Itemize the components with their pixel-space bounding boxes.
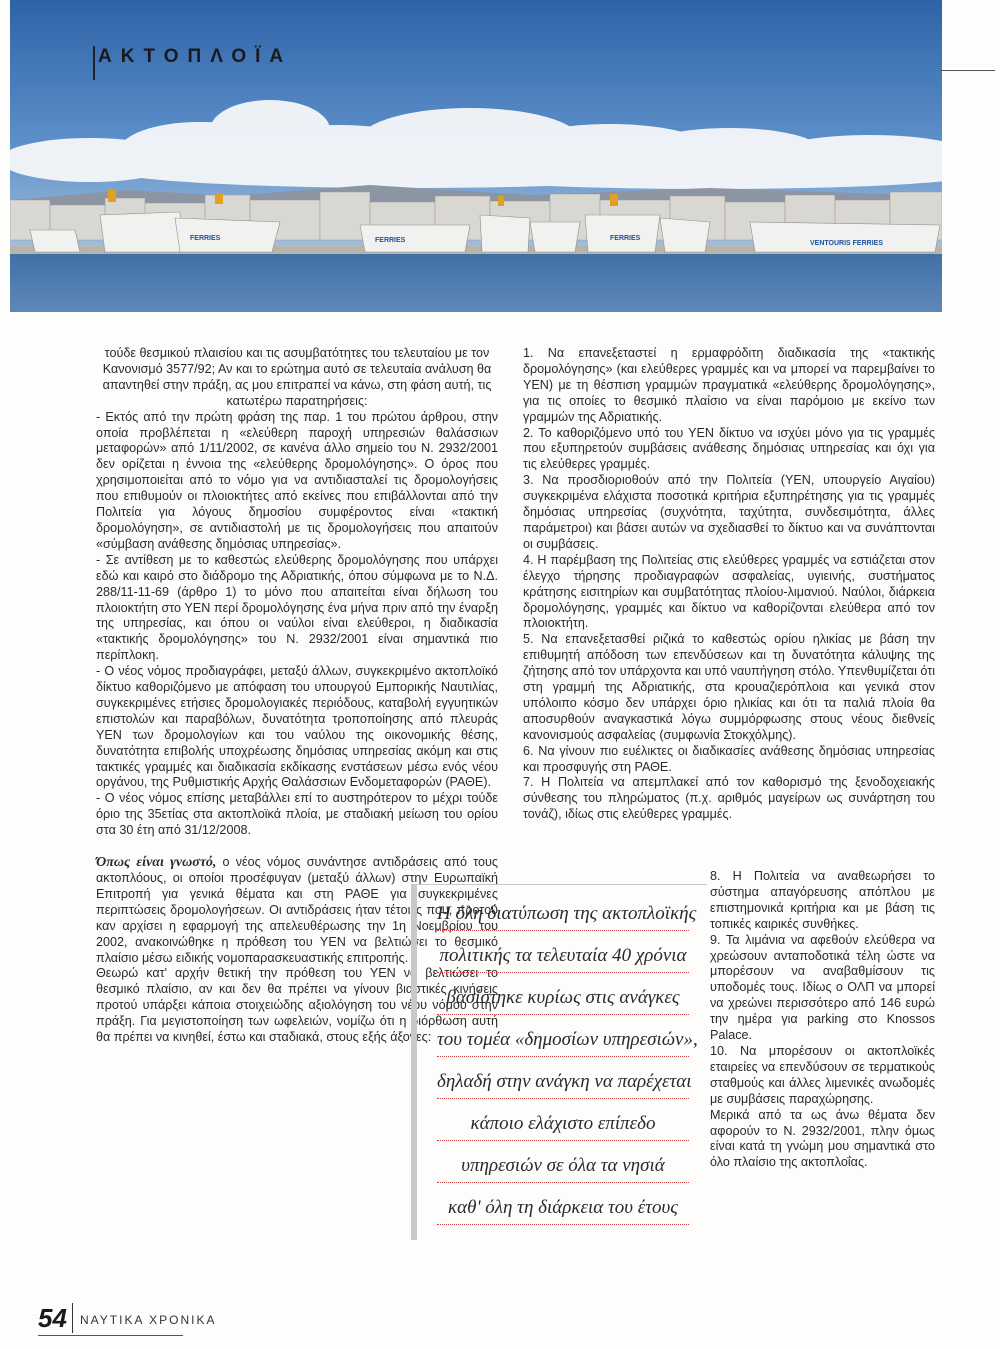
list-item: 6. Να γίνουν πιο ευέλικτες οι διαδικασίες ανάθεσης δημόσιας υπηρεσίας και προσφυγής στη ΡΑΘΕ. [523, 743, 935, 774]
list-item: 8. Η Πολιτεία να αναθεωρήσει το σύστημα απαγόρευσης απόπλου με επιστημονικά κριτήρια και με βάση τις τοπικές καιρικές συνθήκες. [710, 869, 935, 931]
paragraph: - Ο νέος νόμος προδιαγράφει, μεταξύ άλλων, συγκεκριμένο ακτοπλοϊκό δίκτυο καθοριζόμενο με απόφαση του υπουργού Εμπορικής Ναυτιλίας, συγκεκριμένες ετήσιες δρομολογιακές περιόδους, καταβολή εγγυητικών επιστολών και παραβόλων, δυνατότητα τροποποίησης από πλευράς ΥΕΝ των δρομολογίων και του ναύλου της οικονομικής θέσης, δυνατότητα επιβολής υποχρέωσης δημόσιας υπηρεσίας ακόμη και στις τακτικές γραμμές και διαδικασία εκδίκασης ενστάσεων μέσω ενός νέου οργάνου, της Ρυθμιστικής Αρχής Θαλάσσιων Ενδομεταφορών (ΡΑΘΕ). [96, 664, 498, 790]
paragraph: τούδε θεσμικού πλαισίου και τις ασυμβατότητες του τελευταίου με τον Κανονισμό 3577/92; Αν και το ερώτημα αυτό σε τελευταία ανάλυση θα απαντηθεί στην πράξη, ας μου επιτραπεί να κάνω, στη φάση αυτή, τις κατωτέρω παρατηρήσεις: [102, 346, 492, 408]
ship-label-1: FERRIES [190, 235, 221, 242]
quote-line: καθ' όλη τη διάρκεια του έτους [437, 1197, 689, 1225]
list-item: 4. Η παρέμβαση της Πολιτείας στις ελεύθερες γραμμές να εστιάζεται στον έλεγχο τήρησης προδιαγραφών ασφαλείας, υγιεινής, συστήματος κράτησης εισιτηρίων και συμβατότητας πλοίου-λιμανιού. Ναύλοι, διάρκεια δρομολόγησης, γραμμές και δίκτυο να καθορίζονται ελεύθερα από τον πλοιοκτήτη. [523, 552, 935, 631]
pull-quote [411, 884, 707, 1240]
section-rule [940, 70, 995, 71]
ship-label-4: VENTOURIS FERRIES [810, 240, 883, 247]
quote-line: βασίστηκε κυρίως στις ανάγκες [437, 987, 689, 1015]
column-2 [523, 346, 935, 823]
list-item: 9. Τα λιμάνια να αφεθούν ελεύθερα να χρεώσουν ανταποδοτικά τέλη ώστε να μπορέσουν να αναβαθμίσουν τις υποδομές τους. Ιδίως ο ΟΛΠ να μπορεί να χρεώνει περισσότερο από 146 ευρώ την ημέρα για parking στο Knossos Palace. [710, 932, 935, 1043]
quote-line: κάποιο ελάχιστο επίπεδο [437, 1113, 689, 1141]
column-3 [710, 869, 935, 1171]
paragraph: Μερικά από τα ως άνω θέματα δεν αφορούν το Ν. 2932/2001, πλην όμως είναι κατά τη γνώμη μου σημαντικά στο όλο πλαίσιο της ακτοπλοΐας. [710, 1107, 935, 1170]
list-item: 7. Η Πολιτεία να απεμπλακεί από τον καθορισμό της ξενοδοχειακής σύνθεσης του πληρώματος (π.χ. αριθμός μαγείρων ως συνάρτηση του τονάζ), ιδίως στις ελεύθερες γραμμές. [523, 775, 935, 822]
paragraph: Θεωρώ κατ' αρχήν θετική την πρόθεση του ΥΕΝ να βελτιώσει το θεσμικό πλαίσιο, αν και δεν θα πρέπει να γίνουν βιαστικές κινήσεις προτού υπάρξει κάποια στοιχειώδης αξιολόγηση του νέου νόμου στην πράξη. Για μεγιστοποίηση των ωφελειών, νομίζω ότι η διόρθωση αυτή θα πρέπει να κινηθεί, έστω και σταδιακά, στους εξής άξονες: [96, 966, 498, 1045]
page-number: 54 [38, 1303, 67, 1333]
ship-label-3: FERRIES [610, 235, 641, 242]
paragraph: - Εκτός από την πρώτη φράση της παρ. 1 του πρώτου άρθρου, στην οποία προβλέπεται η «ελεύθερη παροχή υπηρεσιών θαλάσσιων μεταφορών» από 1/11/2002, σε κανένα άλλο σημείο του Ν. 2932/2001 δεν ορίζεται η έννοια της «ελεύθερης δρομολόγησης». Ο όρος που χρησιμοποιείται από το νόμο για να αντιδιασταλεί τις δρομολογήσεις που επιθυμούν οι πλοιοκτήτες από εκείνες που επιβάλλονται από την Πολιτεία για λόγους δημοσίου συμφέροντος είναι «τακτική δρομολόγηση», σε αντιδιαστολή με τις δρομολογήσεις που απαιτούν «σύμβαση ανάθεσης δημόσιας υπηρεσίας». [96, 409, 498, 551]
footer-rule [38, 1335, 183, 1336]
paragraph-text: ο νέος νόμος συνάντησε αντιδράσεις από τους ακτοπλόους, οι οποίοι προσέφυγαν (μεταξύ άλλων) στην Ευρωπαϊκή Επιτροπή για γενικά θέματα και στη ΡΑΘΕ για συγκεκριμένες περιπτώσεις δρομολογήσεων. Οι αντιδράσεις ήταν τέτοιες που, προτού καν αρχίσει η εφαρμογή της απελευθέρωσης την 1η Νοεμβρίου του 2002, ανακοινώθηκε η πρόθεση του ΥΕΝ να βελτιώσει το θεσμικό πλαίσιο μέσω ειδικής νομοπαρασκευαστικής επιτροπής. [96, 855, 499, 965]
list-item: 5. Να επανεξετασθεί ριζικά το καθεστώς ορίου ηλικίας με βάση την επιθυμητή απόδοση των επενδύσεων και τη δυνατότητα κάλυψης της ζήτησης από τον υπάρχοντα και υπό ναυπήγηση στόλο. Υπενθυμίζεται ότι στη γραμμή της Αδριατικής, στα κρουαζιερόπλοια και γενικά στον υπόλοιπο κόσμο δεν υπάρχει όριο ηλικίας και ότι τα παλιά πλοία θα αποσυρθούν αναγκαστικά λόγω συμμόρφωσης στους νέους διεθνείς κανονισμούς ασφαλείας (συμφωνία Στοκχόλμης). [523, 632, 935, 742]
publication-name: ΝΑΥΤΙΚΑ ΧΡΟΝΙΚΑ [80, 1313, 217, 1327]
quote-line: Η όλη διατύπωση της ακτοπλοϊκής [437, 903, 689, 931]
quote-line: του τομέα «δημοσίων υπηρεσιών», [437, 1029, 689, 1057]
list-item: 2. Το καθοριζόμενο υπό του ΥΕΝ δίκτυο να ισχύει μόνο για τις γραμμές που εξυπηρετούν συμβάσεις ανάθεσης δημόσιας υπηρεσίας και όχι για τις ελεύθερες γραμμές. [523, 425, 935, 472]
paragraph: - Ο νέος νόμος επίσης μεταβάλλει επί το αυστηρότερον το μέχρι τούδε όριο της 35ετίας στα ακτοπλοϊκά πλοία, με σταδιακή μείωση του ορίου στα 30 έτη από 31/12/2008. [96, 791, 498, 838]
list-item: 10. Να μπορέσουν οι ακτοπλοϊκές εταιρείες να επενδύσουν σε τερματικούς σταθμούς και άλλες λιμενικές ανωδομές με συμβάσεις παραχώρησης. [710, 1043, 935, 1106]
lead-phrase: Όπως είναι γνωστό, [96, 855, 217, 871]
section-bar [93, 46, 95, 80]
quote-line: πολιτικής τα τελευταία 40 χρόνια [437, 945, 689, 973]
quote-line: υπηρεσιών σε όλα τα νησιά [437, 1155, 689, 1183]
section-title: ΑΚΤΟΠΛΟΪΑ [98, 46, 293, 67]
ship-label-2: FERRIES [375, 237, 406, 244]
list-item: 1. Να επανεξεταστεί η ερμαφρόδιτη διαδικασία της «τακτικής δρομολόγησης» (και ελεύθερες γραμμές και να μπορεί να παρεμβαίνει το ΥΕΝ) με τη θέσπιση γραμμών πραγματικά «ελεύθερης δρομολόγησης», για τις οποίες το θεσμικό πλαίσιο να είναι παρόμοιο με εκείνο των γραμμών της Αδριατικής. [523, 346, 935, 424]
paragraph: - Σε αντίθεση με το καθεστώς ελεύθερης δρομολόγησης που υπάρχει εδώ και καιρό στο διάδρομο της Αδριατικής, όπου σύμφωνα με το Ν.Δ. 288/11-11-69 (άρθρο 1) το μόνο που απαιτείται είναι δήλωση του πλοιοκτήτη στο ΥΕΝ περί δρομολόγησης ένα μήνα πριν από την έναρξη της υπηρεσίας, και όπου οι ναύλοι είναι ελεύθεροι, η διαδικασία «τακτικής δρομολόγησης» του Ν. 2932/2001 είναι σημαντικά πιο περίπλοκη. [96, 552, 498, 663]
footer-divider [72, 1303, 73, 1333]
list-item: 3. Να προσδιοριοθούν από την Πολιτεία (ΥΕΝ, υπουργείο Αιγαίου) συγκεκριμένα ελάχιστα ποσοτικά κριτήρια εξυπηρέτησης για τις γραμμές δημόσιας υπηρεσίας (συχνότητα, ταχύτητα, συνδεσιμότητα, άλλες παράμετροι) και βάσει αυτών να σχεδιασθεί το δίκτυο και να συνάπτονται οι συμβάσεις. [523, 473, 935, 551]
quote-line: δηλαδή στην ανάγκη να παρέχεται [437, 1071, 689, 1099]
